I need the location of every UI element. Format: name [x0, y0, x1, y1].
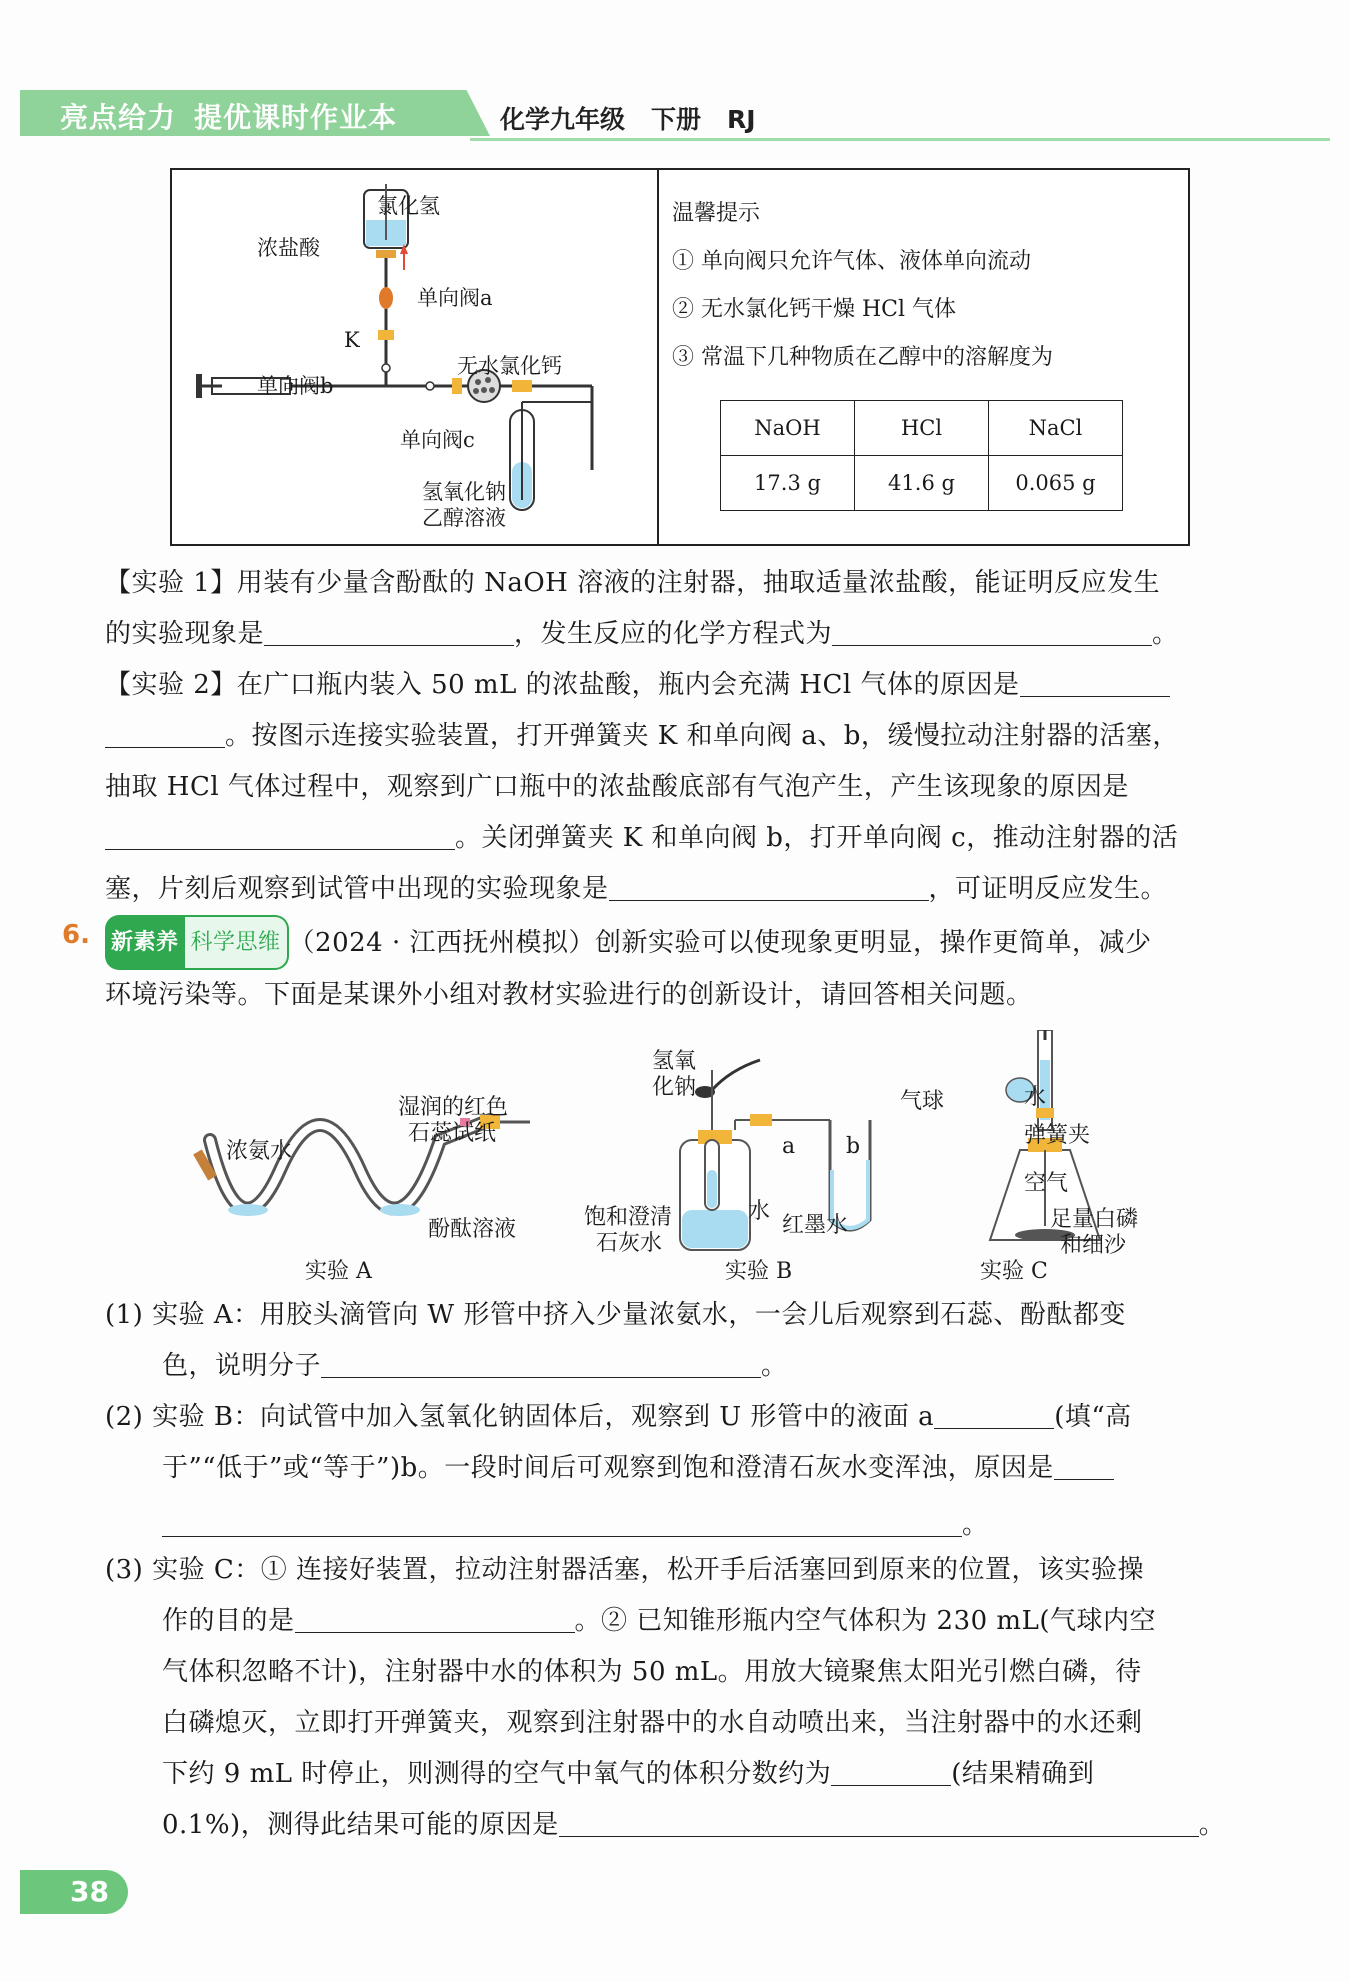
apparatus-figure-box [170, 168, 1190, 546]
tip-1: ① 单向阀只允许气体、液体单向流动 [672, 249, 1031, 274]
caption-exp-a: 实验 A [305, 1259, 372, 1284]
spoon-icon [712, 1060, 760, 1090]
exp2-line5: 塞，片刻后观察到试管中出现的实验现象是 ，可证明反应发生。 [105, 864, 1179, 915]
subq2 [105, 1392, 1132, 1551]
label-ammonia: 浓氨水 [226, 1139, 293, 1164]
table-header-cell: HCl [855, 401, 989, 456]
label-naoh-1: 氢氧化钠 [422, 480, 506, 504]
exp1-paragraph [105, 558, 1179, 660]
badge-scientific-thinking: 科学思维 [185, 915, 289, 970]
tip-3: ③ 常温下几种物质在乙醇中的溶解度为 [672, 345, 1053, 370]
label-k: K [344, 328, 360, 352]
page-number: 38 [20, 1870, 128, 1914]
exp2-paragraph [105, 660, 1179, 915]
table-cell: 0.065 g [989, 456, 1123, 511]
label-hcl: 氯化氢 [377, 194, 440, 218]
subq1-line1: (1) 实验 A：用胶头滴管向 W 形管中挤入少量浓氨水，一会儿后观察到石蕊、酚酞都变 [105, 1300, 1126, 1330]
label-b: b [846, 1134, 861, 1159]
table-row [721, 456, 1123, 511]
label-lime-2: 石灰水 [596, 1231, 663, 1256]
q6-line2: 环境污染等。下面是某课外小组对教材实验进行的创新设计，请回答相关问题。 [105, 980, 1033, 1010]
label-conc-hcl: 浓盐酸 [257, 236, 320, 260]
label-phenolphthalein: 酚酞溶液 [428, 1217, 517, 1242]
label-wet-litmus-1: 湿润的红色 [398, 1095, 509, 1120]
subq3-line1: (3) 实验 C：① 连接好装置，拉动注射器活塞，松开手后活塞回到原来的位置，该实验操 [105, 1555, 1145, 1585]
answer-blank[interactable] [609, 870, 929, 901]
caption-exp-b: 实验 B [725, 1259, 793, 1284]
label-valve-a: 单向阀a [417, 286, 493, 310]
clip-k-icon [378, 330, 394, 340]
valve-b-icon [382, 364, 390, 372]
subq1-line2: 色，说明分子 。 [105, 1341, 1126, 1392]
exp2-line3: 抽取 HCl 气体过程中，观察到广口瓶中的浓盐酸底部有气泡产生，产生该现象的原因是 [105, 772, 1129, 802]
label-a: a [782, 1134, 796, 1159]
table-cell: 41.6 g [855, 456, 989, 511]
table-row [721, 401, 1123, 456]
answer-blank[interactable] [105, 819, 455, 850]
label-water-c: 水 [1024, 1085, 1047, 1110]
subq3 [105, 1545, 1225, 1851]
exp2-line4: 。关闭弹簧夹 K 和单向阀 b，打开单向阀 c，推动注射器的活 [105, 813, 1179, 864]
stopper [376, 250, 396, 258]
question-number: 6. [62, 920, 90, 950]
valve-c-icon [426, 382, 434, 390]
tips-title: 温馨提示 [672, 201, 761, 226]
label-wet-litmus-2: 石蕊试纸 [408, 1121, 497, 1146]
exp2-line1: 【实验 2】在广口瓶内装入 50 mL 的浓盐酸，瓶内会充满 HCl 气体的原因是 [105, 660, 1179, 711]
label-valve-c: 单向阀c [400, 428, 475, 452]
subq3-line2: 作的目的是 。② 已知锥形瓶内空气体积为 230 mL(气球内空 [105, 1596, 1225, 1647]
subq3-line6: 0.1%)，测得此结果可能的原因是 。 [105, 1800, 1225, 1851]
label-sand: 和细沙 [1060, 1233, 1127, 1258]
header-rule [470, 138, 1330, 141]
subq3-line4: 白磷熄灭，立即打开弹簧夹，观察到注射器中的水自动喷出来，当注射器中的水还剩 [162, 1708, 1143, 1738]
label-air: 空气 [1024, 1171, 1069, 1196]
tip-2: ② 无水氯化钙干燥 HCl 气体 [672, 297, 957, 322]
header-subject [500, 100, 782, 136]
q6-line1: 新素养 科学思维 （2024 · 江西抚州模拟）创新实验可以使现象更明显，操作更简单，减少 [105, 915, 1152, 970]
valve-a-icon [379, 287, 393, 309]
caption-exp-c: 实验 C [980, 1259, 1048, 1284]
subq3-line3: 气体积忽略不计)，注射器中水的体积为 50 mL。用放大镜聚焦太阳光引燃白磷，待 [162, 1657, 1142, 1687]
label-naoh-2: 乙醇溶液 [422, 506, 506, 530]
label-phosphorus: 足量白磷 [1050, 1207, 1139, 1232]
answer-blank[interactable] [1020, 666, 1170, 697]
label-lime-1: 饱和澄清 [584, 1205, 673, 1230]
apparatus-diagram [172, 170, 657, 544]
table-header-cell: NaOH [721, 401, 855, 456]
series-title [60, 96, 415, 136]
q6-intro [105, 915, 1152, 1021]
label-water-b: 水 [748, 1199, 771, 1224]
answer-blank[interactable] [295, 1602, 575, 1633]
subq2-line3: 。 [105, 1500, 1132, 1551]
answer-blank[interactable] [105, 717, 225, 748]
tips-panel [672, 190, 1053, 382]
volume: 下册 [651, 105, 702, 134]
answer-blank[interactable] [321, 1347, 761, 1378]
subq1 [105, 1290, 1126, 1392]
answer-blank[interactable] [559, 1806, 1199, 1837]
badge-new-literacy: 新素养 [105, 915, 185, 970]
label-naoh-b-2: 化钠 [652, 1075, 697, 1100]
series-title-2: 提优课时作业本 [194, 101, 398, 134]
subq2-line1: (2) 实验 B：向试管中加入氢氧化钠固体后，观察到 U 形管中的液面 a (填“高 [105, 1392, 1132, 1443]
label-clip: 弹簧夹 [1024, 1123, 1091, 1148]
subject: 化学九年级 [500, 105, 626, 134]
answer-blank[interactable] [264, 615, 514, 646]
answer-blank[interactable] [831, 1755, 951, 1786]
answer-blank[interactable] [934, 1398, 1054, 1429]
answer-blank[interactable] [832, 615, 1152, 646]
subq2-line2: 于”“低于”或“等于”)b。一段时间后可观察到饱和澄清石灰水变浑浊，原因是 [105, 1443, 1132, 1494]
answer-blank[interactable] [162, 1506, 962, 1537]
exp1-line1: 【实验 1】用装有少量含酚酞的 NaOH 溶液的注射器，抽取适量浓盐酸，能证明反应发生 [105, 568, 1161, 598]
label-valve-b: 单向阀b [257, 374, 334, 398]
exp1-line2: 的实验现象是 ，发生反应的化学方程式为 。 [105, 609, 1179, 660]
edition: RJ [727, 105, 756, 134]
label-red-ink: 红墨水 [782, 1213, 849, 1238]
figure-divider [657, 170, 659, 544]
exp2-line2: 。按图示连接实验装置，打开弹簧夹 K 和单向阀 a、b，缓慢拉动注射器的活塞， [105, 711, 1179, 762]
label-naoh-b-1: 氢氧 [652, 1049, 697, 1074]
subq3-line5: 下约 9 mL 时停止，则测得的空气中氧气的体积分数约为 (结果精确到 [105, 1749, 1225, 1800]
solubility-table [720, 400, 1123, 511]
table-header-cell: NaCl [989, 401, 1123, 456]
table-cell: 17.3 g [721, 456, 855, 511]
label-cacl2: 无水氯化钙 [457, 354, 562, 378]
label-balloon: 气球 [900, 1089, 945, 1114]
answer-blank[interactable] [1054, 1449, 1114, 1480]
series-title-1: 亮点给力 [60, 101, 177, 134]
